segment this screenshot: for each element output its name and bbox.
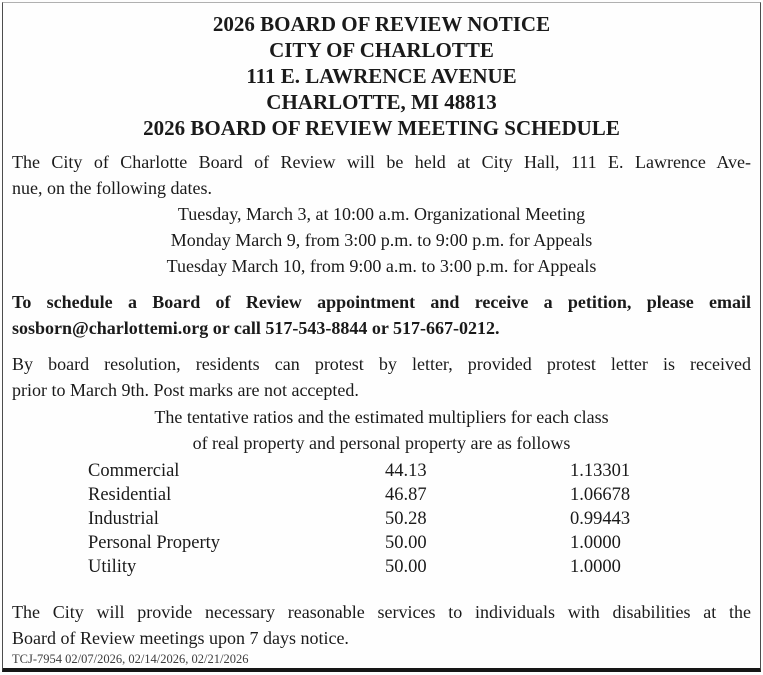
table-row — [88, 555, 751, 579]
property-class-cell: Personal Property — [88, 533, 221, 553]
multiplier-cell: 0.99443 — [570, 509, 631, 529]
property-class-cell: Commercial — [88, 461, 180, 481]
table-row — [88, 459, 751, 483]
header-line-title: 2026 BOARD OF REVIEW NOTICE — [212, 12, 551, 36]
intro-line: The City of Charlotte Board of Review will be held at City Hall, 111 E. Lawrence Ave- — [12, 152, 751, 172]
ratios-table — [12, 459, 751, 579]
intro-paragraph — [12, 149, 751, 201]
appointment-contact-line: sosborn@charlottemi.org or call 517-543-8844 or 517-667-0212. — [12, 318, 500, 338]
notice-header — [12, 11, 751, 141]
ratio-cell: 44.13 — [385, 461, 427, 481]
ratio-cell: 50.00 — [385, 557, 427, 577]
ratio-cell: 46.87 — [385, 485, 427, 505]
header-line-citystate: CHARLOTTE, MI 48813 — [266, 90, 497, 114]
ratio-cell: 50.00 — [385, 533, 427, 553]
board-of-review-notice — [2, 2, 761, 672]
meeting-line-appeals-1: Monday March 9, from 3:00 p.m. to 9:00 p.m. for Appeals — [170, 230, 593, 250]
multiplier-cell: 1.0000 — [570, 557, 621, 577]
ratios-intro — [12, 404, 751, 456]
multiplier-cell: 1.0000 — [570, 533, 621, 553]
property-class-cell: Utility — [88, 557, 137, 577]
header-line-schedule: 2026 BOARD OF REVIEW MEETING SCHEDULE — [143, 116, 620, 140]
table-row — [88, 531, 751, 555]
meeting-line-organizational: Tuesday, March 3, at 10:00 a.m. Organizational Meeting — [177, 204, 586, 224]
header-line-street: 111 E. LAWRENCE AVENUE — [246, 64, 517, 88]
multiplier-cell: 1.13301 — [570, 461, 631, 481]
ratio-cell: 50.28 — [385, 509, 427, 529]
protest-line: prior to March 9th. Post marks are not accepted. — [12, 380, 359, 400]
intro-line: nue, on the following dates. — [12, 178, 212, 198]
meeting-schedule — [12, 201, 751, 279]
appointment-paragraph — [12, 289, 751, 341]
accessibility-line: The City will provide necessary reasonable services to individuals with disabilities at the — [12, 602, 751, 622]
table-row — [88, 507, 751, 531]
appointment-line: To schedule a Board of Review appointment and receive a petition, please email — [12, 292, 751, 312]
protest-paragraph — [12, 351, 751, 403]
meeting-line-appeals-2: Tuesday March 10, from 9:00 a.m. to 3:00 p.m. for Appeals — [166, 256, 597, 276]
accessibility-line: Board of Review meetings upon 7 days notice. — [12, 628, 349, 648]
header-line-city: CITY OF CHARLOTTE — [269, 38, 494, 62]
protest-line: By board resolution, residents can protest by letter, provided protest letter is received — [12, 354, 751, 374]
publication-footer: TCJ-7954 02/07/2026, 02/14/2026, 02/21/2026 — [12, 652, 249, 666]
multiplier-cell: 1.06678 — [570, 485, 631, 505]
ratios-intro-line: of real property and personal property are as follows — [192, 433, 571, 453]
accessibility-paragraph — [12, 599, 751, 651]
ratios-intro-line: The tentative ratios and the estimated multipliers for each class — [154, 407, 609, 427]
property-class-cell: Industrial — [88, 509, 159, 529]
property-class-cell: Residential — [88, 485, 172, 505]
table-row — [88, 483, 751, 507]
